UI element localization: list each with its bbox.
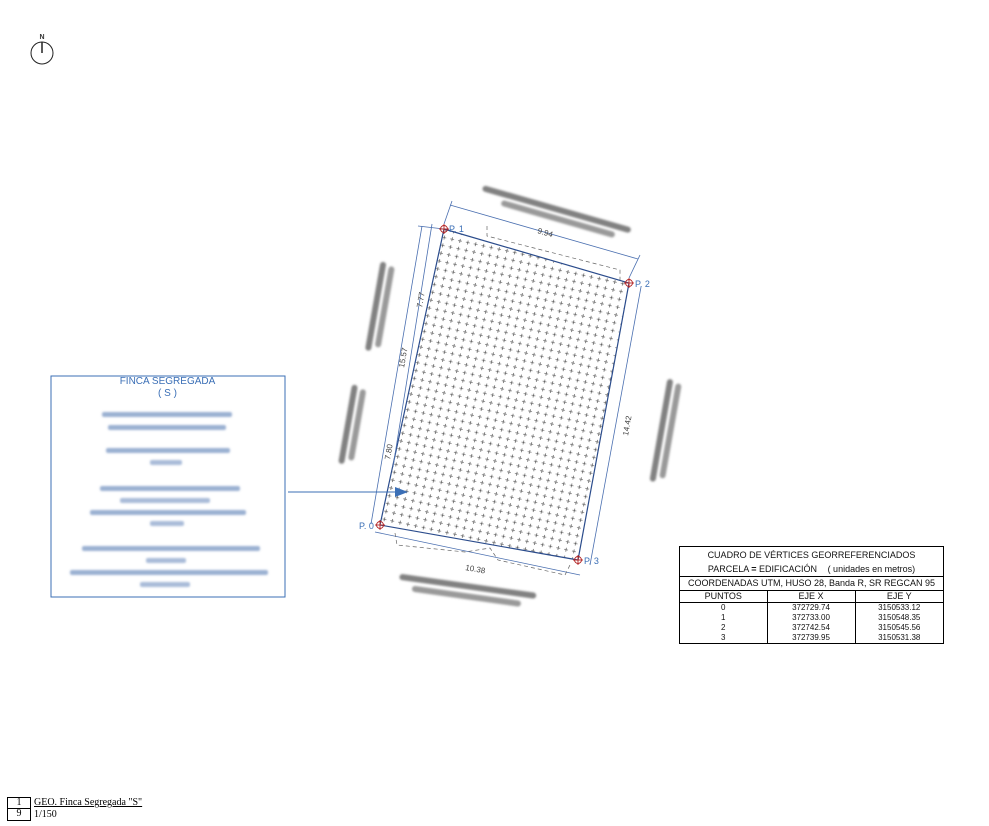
north-arrow-icon [31, 34, 53, 64]
cell-y: 3150548.35 [855, 613, 943, 623]
cell-x: 372733.00 [767, 613, 855, 623]
vertex-label-3: P. 3 [584, 556, 599, 566]
obscured-label-left-upper [365, 261, 395, 352]
obscured-label-top [479, 185, 631, 242]
north-label: N [39, 34, 45, 41]
finca-title-block [51, 376, 284, 400]
cell-point: 0 [721, 603, 726, 612]
parcel-polygon [380, 229, 629, 560]
cell-point: 1 [721, 613, 726, 622]
sheet-count: 9 [7, 809, 31, 821]
coordinate-table [679, 546, 944, 644]
cell-y: 3150531.38 [855, 633, 943, 643]
cell-point: 3 [721, 633, 726, 642]
finca-box [51, 376, 285, 597]
subtitle-eq: = [751, 564, 757, 574]
vertex-label-1: P. 1 [449, 224, 464, 234]
cell-x: 372739.95 [767, 633, 855, 643]
dim-left-lower-label: 7.80 [383, 443, 395, 461]
vertex-label-0: P. 0 [359, 521, 374, 531]
vertex-label-2: P. 2 [635, 279, 650, 289]
header-eje-y: EJE Y [855, 591, 943, 603]
obscured-label-left-lower [338, 384, 367, 465]
coord-table-title: CUADRO DE VÉRTICES GEORREFERENCIADOS [707, 550, 916, 560]
coord-values-table [680, 591, 943, 643]
subtitle-right: EDIFICACIÓN [759, 564, 818, 574]
sheet-scale: 1/150 [34, 809, 57, 820]
table-row [680, 623, 943, 633]
table-row [680, 603, 943, 614]
obscured-label-bottom [398, 574, 537, 609]
finca-code: ( S ) [158, 388, 177, 399]
cell-x: 372742.54 [767, 623, 855, 633]
subtitle-units: ( unidades en metros) [827, 564, 916, 574]
cell-point: 2 [721, 623, 726, 632]
coord-system: COORDENADAS UTM, HUSO 28, Banda R, SR REGCAN 95 [680, 577, 943, 591]
cell-y: 3150533.12 [855, 603, 943, 614]
subtitle-left: PARCELA [707, 564, 749, 574]
coord-table-header [680, 547, 943, 577]
header-puntos: PUNTOS [680, 591, 767, 603]
sheet-legend [7, 797, 142, 821]
obscured-label-right [649, 379, 682, 484]
cell-y: 3150545.56 [855, 623, 943, 633]
dim-bottom-label: 10.38 [464, 563, 486, 576]
parcel [380, 229, 629, 560]
dim-right-label: 14.42 [621, 415, 634, 437]
table-header-row [680, 591, 943, 603]
sheet-legend-row [7, 797, 142, 809]
sheet-legend-row [7, 809, 142, 821]
sheet-number: 1 [7, 797, 31, 809]
finca-title: FINCA SEGREGADA [119, 376, 216, 387]
cell-x: 372729.74 [767, 603, 855, 614]
table-row [680, 613, 943, 623]
header-eje-x: EJE X [767, 591, 855, 603]
sheet-title: GEO. Finca Segregada "S" [34, 797, 143, 808]
dim-left-upper-label: 7.77 [415, 291, 427, 309]
dim-top-label: 9.94 [536, 226, 554, 240]
dim-left-total-label: 15.57 [397, 347, 410, 369]
table-row [680, 633, 943, 643]
coord-table-subtitle [680, 562, 943, 576]
coord-values [680, 591, 943, 643]
